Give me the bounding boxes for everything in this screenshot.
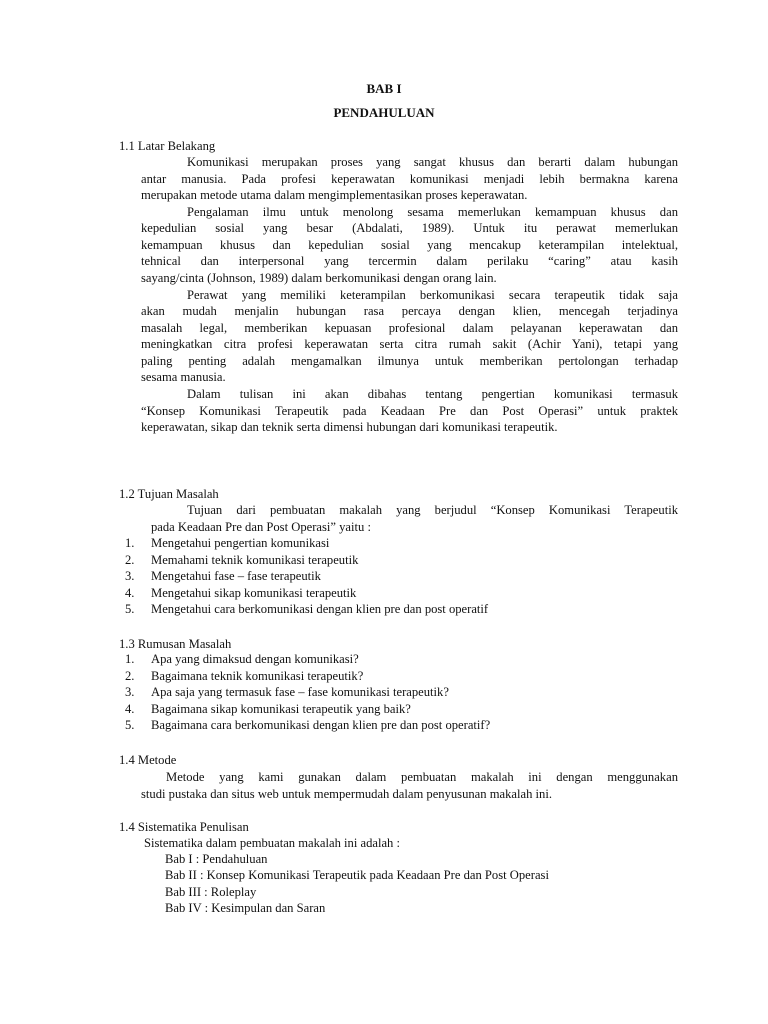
paragraph-line: pada Keadaan Pre dan Post Operasi” yaitu : [151,520,371,534]
list-number: 4. [125,586,135,600]
paragraph-line: masalah legal, memberikan kepuasan profesional dalam pelayanan keperawatan dan [141,321,678,335]
chapter-list-item: Bab I : Pendahuluan [165,852,268,866]
paragraph-line: paling penting adalah mengamalkan ilmunya untuk memberikan pertolongan terhadap [141,354,678,368]
paragraph-line: kemampuan khusus dan kepedulian sosial yang mencakup keterampilan intelektual, [141,238,678,252]
paragraph-line: sesama manusia. [141,370,226,384]
list-number: 1. [125,652,135,666]
paragraph-line: Pengalaman ilmu untuk menolong sesama memerlukan kemampuan khusus dan [187,205,678,219]
list-number: 3. [125,685,135,699]
paragraph-line: akan mudah menjalin hubungan rasa percaya dengan klien, mencegah terjadinya [141,304,678,318]
chapter-title: BAB I [366,81,402,96]
paragraph-line: tehnical dan interpersonal yang tercermin dalam perilaku “caring” atau kasih [141,254,678,268]
section-heading-rumusan-masalah: 1.3 Rumusan Masalah [119,637,232,651]
section-heading-tujuan-masalah: 1.2 Tujuan Masalah [119,487,219,501]
list-number: 2. [125,553,135,567]
paragraph-line: keperawatan, sikap dan teknik serta dimensi hubungan dari komunikasi terapeutik. [141,420,558,434]
paragraph-line: antar manusia. Pada profesi keperawatan komunikasi menjadi lebih bermakna karena [141,172,678,186]
paragraph-line: Komunikasi merupakan proses yang sangat khusus dan berarti dalam hubungan [187,155,678,169]
section-heading-metode: 1.4 Metode [119,753,177,767]
list-number: 3. [125,569,135,583]
paragraph-line: Perawat yang memiliki keterampilan berkomunikasi secara terapeutik tidak saja [187,288,678,302]
list-number: 4. [125,702,135,716]
paragraph-line: Sistematika dalam pembuatan makalah ini adalah : [144,836,400,850]
chapter-list-item: Bab IV : Kesimpulan dan Saran [165,901,326,915]
list-number: 5. [125,718,135,732]
list-number: 1. [125,536,135,550]
list-number: 5. [125,602,135,616]
list-item: Bagaimana teknik komunikasi terapeutik? [151,669,364,683]
paragraph-line: Tujuan dari pembuatan makalah yang berjudul “Konsep Komunikasi Terapeutik [187,503,678,517]
list-item: Mengetahui pengertian komunikasi [151,536,330,550]
section-heading-latar-belakang: 1.1 Latar Belakang [119,139,216,153]
list-item: Memahami teknik komunikasi terapeutik [151,553,359,567]
list-item: Bagaimana cara berkomunikasi dengan klien pre dan post operatif? [151,718,491,732]
paragraph-line: sayang/cinta (Johnson, 1989) dalam berkomunikasi dengan orang lain. [141,271,497,285]
list-item: Mengetahui sikap komunikasi terapeutik [151,586,357,600]
paragraph-line: Dalam tulisan ini akan dibahas tentang pengertian komunikasi termasuk [187,387,678,401]
section-heading-sistematika: 1.4 Sistematika Penulisan [119,820,249,834]
paragraph-line: Metode yang kami gunakan dalam pembuatan makalah ini dengan menggunakan [166,770,678,784]
list-number: 2. [125,669,135,683]
paragraph-line: “Konsep Komunikasi Terapeutik pada Keadaan Pre dan Post Operasi” untuk praktek [141,404,678,418]
list-item: Apa yang dimaksud dengan komunikasi? [151,652,359,666]
chapter-list-item: Bab II : Konsep Komunikasi Terapeutik pada Keadaan Pre dan Post Operasi [165,868,549,882]
list-item: Mengetahui cara berkomunikasi dengan klien pre dan post operatif [151,602,489,616]
paragraph-line: merupakan metode utama dalam mengimplementasikan proses keperawatan. [141,188,528,202]
list-item: Bagaimana sikap komunikasi terapeutik yang baik? [151,702,411,716]
list-item: Apa saja yang termasuk fase – fase komunikasi terapeutik? [151,685,449,699]
paragraph-line: meningkatkan citra profesi keperawatan serta citra rumah sakit (Achir Yani), tetapi yang [141,337,678,351]
chapter-list-item: Bab III : Roleplay [165,885,257,899]
list-item: Mengetahui fase – fase terapeutik [151,569,321,583]
paragraph-line: kepedulian sosial yang besar (Abdalati, 1989). Untuk itu perawat memerlukan [141,221,678,235]
chapter-subtitle: PENDAHULUAN [333,105,435,120]
paragraph-line: studi pustaka dan situs web untuk mempermudah dalam penyusunan makalah ini. [141,787,552,801]
